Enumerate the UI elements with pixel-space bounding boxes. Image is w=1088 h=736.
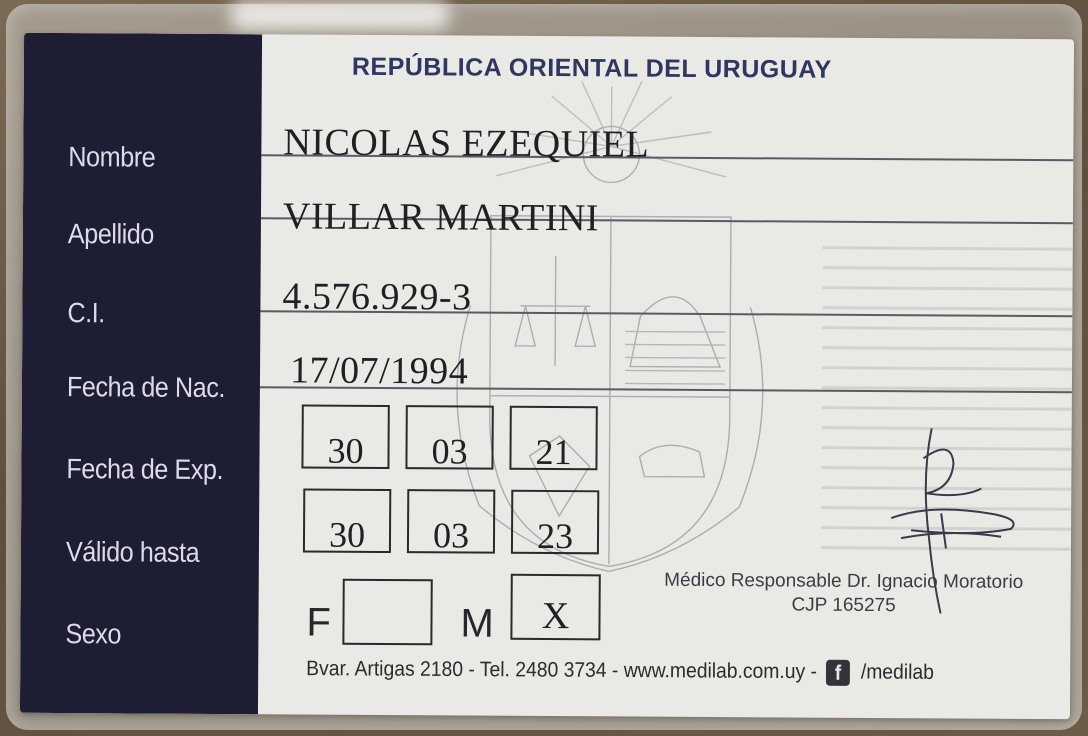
medico-name: Médico Responsable Dr. Ignacio Moratorio [664, 569, 1024, 593]
card-header: REPÚBLICA ORIENTAL DEL URUGUAY [351, 52, 832, 84]
label-apellido: Apellido [67, 218, 155, 250]
label-nombre: Nombre [68, 141, 156, 173]
label-fecha-exp: Fecha de Exp. [66, 453, 224, 486]
value-fecha-nac: 17/07/1994 [289, 349, 469, 393]
label-sexo: Sexo [65, 618, 122, 650]
value-ci: 4.576.929-3 [282, 275, 472, 319]
sex-f-box [342, 579, 432, 646]
footer-address: Bvar. Artigas 2180 - Tel. 2480 3734 - www.medilab.com.uy - [306, 657, 818, 684]
health-card [20, 33, 1074, 719]
valid-day-box: 30 [303, 489, 391, 554]
label-ci: C.I. [67, 297, 105, 329]
medico-responsable [629, 569, 1059, 620]
facebook-icon: f [826, 660, 850, 686]
footer-facebook-handle: /medilab [860, 660, 934, 684]
exp-day-box: 30 [301, 405, 389, 470]
sex-m-label: M [460, 601, 494, 646]
sex-m-box: X [510, 574, 600, 641]
card-footer [306, 657, 934, 687]
valid-year-box: 23 [511, 490, 599, 555]
value-apellido: VILLAR MARTINI [282, 195, 600, 240]
sex-f-label: F [306, 600, 332, 645]
label-sidebar [20, 33, 262, 714]
exp-year-box: 21 [509, 406, 597, 471]
value-nombre: NICOLAS EZEQUIEL [283, 121, 650, 166]
light-glare [230, 0, 450, 30]
exp-month-box: 03 [405, 405, 493, 470]
valid-month-box: 03 [407, 489, 495, 554]
label-valido-hasta: Válido hasta [65, 536, 200, 568]
label-fecha-nac: Fecha de Nac. [66, 371, 226, 404]
medico-cjp: CJP 165275 [791, 594, 896, 617]
